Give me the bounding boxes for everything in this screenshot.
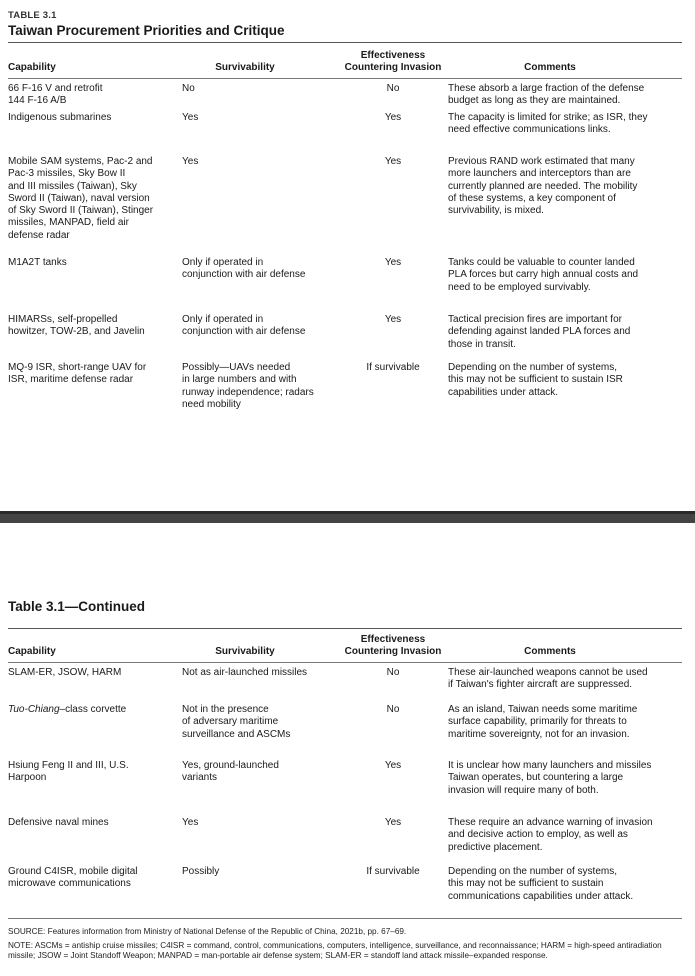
page-divider <box>0 511 695 523</box>
survivability-cell-text: Yes <box>182 817 199 828</box>
effectiveness-cell <box>338 76 448 112</box>
survivability-cell <box>182 866 338 911</box>
bottom-rule <box>8 918 682 919</box>
effectiveness-cell <box>338 660 448 704</box>
survivability-cell-text: Only if operated in conjunction with air defense <box>182 314 306 338</box>
survivability-cell-text: Yes, ground-launched variants <box>182 760 279 784</box>
abbreviation-note: NOTE: ASCMs = antiship cruise missiles; C4ISR = command, control, communications, computers, intelligence, surveillance, and reconnaissance; HARM = high-speed antiradiation missile; JSOW = Joint Standoff Weapon; MANPAD = man-portable air defense system; SLAM-ER = standoff land attack missile–expanded response. <box>8 941 662 960</box>
survivability-cell <box>182 362 338 418</box>
survivability-cell-text: Not as air-launched missiles <box>182 667 308 678</box>
effectiveness-cell <box>338 704 448 760</box>
capability-italic-text: Tuo-Chiang <box>8 704 60 715</box>
effectiveness-cell-text: Yes <box>384 257 402 268</box>
capability-cell-text: M1A2T tanks <box>8 257 67 268</box>
capability-cell <box>8 817 182 866</box>
survivability-cell <box>182 156 338 257</box>
comments-cell-text: These air-launched weapons cannot be used if Taiwan's fighter aircraft are suppressed. <box>448 667 648 691</box>
header-comments: Comments <box>524 62 576 73</box>
comments-cell-text: Depending on the number of systems, this may not be sufficient to sustain ISR capabilities under attack. <box>448 362 623 398</box>
comments-cell <box>448 866 682 911</box>
effectiveness-cell-text: No <box>386 667 400 678</box>
survivability-cell <box>182 704 338 760</box>
capability-cell-text: 66 F-16 V and retrofit 144 F-16 A/B <box>8 83 103 107</box>
survivability-cell-text: Only if operated in conjunction with air defense <box>182 257 306 281</box>
capability-cell <box>8 76 182 112</box>
table-row <box>8 866 682 911</box>
survivability-cell <box>182 817 338 866</box>
procurement-table-continued <box>8 634 682 911</box>
table-row <box>8 156 682 257</box>
capability-cell <box>8 760 182 817</box>
effectiveness-cell-text: Yes <box>384 314 402 325</box>
capability-cell-text: HIMARSs, self-propelled howitzer, TOW-2B, and Javelin <box>8 314 145 338</box>
header-effectiveness-line1: Effectiveness <box>360 50 426 61</box>
comments-cell <box>448 817 682 866</box>
effectiveness-cell-text: Yes <box>384 112 402 123</box>
comments-cell-text: Tanks could be valuable to counter landed PLA forces but carry high annual costs and need to be employed survivably. <box>448 257 639 293</box>
procurement-table <box>8 50 682 418</box>
table-row <box>8 314 682 362</box>
header-capability: Capability <box>8 62 56 73</box>
effectiveness-cell-text: If survivable <box>366 362 420 373</box>
header-rule <box>8 78 682 79</box>
effectiveness-cell-text: Yes <box>384 760 402 771</box>
survivability-cell-text: No <box>182 83 195 94</box>
effectiveness-cell <box>338 112 448 156</box>
survivability-cell <box>182 257 338 314</box>
capability-cell <box>8 704 182 760</box>
header-effectiveness-line2: Countering Invasion <box>344 62 442 73</box>
comments-cell <box>448 362 682 418</box>
effectiveness-cell <box>338 866 448 911</box>
effectiveness-cell <box>338 362 448 418</box>
header-survivability: Survivability <box>215 646 275 657</box>
header-effectiveness <box>338 50 448 76</box>
comments-cell-text: Tactical precision fires are important for defending against landed PLA forces and those in transit. <box>448 314 631 350</box>
header-survivability: Survivability <box>215 62 275 73</box>
survivability-cell <box>182 314 338 362</box>
capability-cell-text: Ground C4ISR, mobile digital microwave communications <box>8 866 138 890</box>
table-row <box>8 817 682 866</box>
header-rule-2 <box>8 662 682 663</box>
header-capability: Capability <box>8 646 56 657</box>
comments-cell-text: Depending on the number of systems, this may not be sufficient to sustain communications capabilities under attack. <box>448 866 634 902</box>
comments-cell-text: These absorb a large fraction of the defense budget as long as they are maintained. <box>448 83 645 107</box>
capability-cell-text: Mobile SAM systems, Pac-2 and Pac-3 missiles, Sky Bow II and III missiles (Taiwan), Sky Sword II (Taiwan), naval version of Sky Sword II (Taiwan), Stinger missiles, MANPAD, field air defense radar <box>8 156 154 241</box>
capability-cell-text: –class corvette <box>59 704 127 715</box>
comments-cell <box>448 257 682 314</box>
capability-cell <box>8 156 182 257</box>
survivability-cell <box>182 112 338 156</box>
comments-cell-text: Previous RAND work estimated that many more launchers and interceptors than are currently planned are needed. The mobility of these systems, a key component of survivability, is mixed. <box>448 156 638 217</box>
survivability-cell <box>182 760 338 817</box>
effectiveness-cell <box>338 760 448 817</box>
capability-cell-text: SLAM-ER, JSOW, HARM <box>8 667 122 678</box>
table-row <box>8 76 682 112</box>
comments-cell <box>448 156 682 257</box>
comments-cell <box>448 704 682 760</box>
table-row <box>8 704 682 760</box>
header-effectiveness-line1: Effectiveness <box>360 634 426 645</box>
top-rule-2 <box>8 628 682 629</box>
comments-cell <box>448 314 682 362</box>
capability-cell <box>8 866 182 911</box>
capability-cell-text: MQ-9 ISR, short-range UAV for ISR, maritime defense radar <box>8 362 147 386</box>
effectiveness-cell <box>338 314 448 362</box>
effectiveness-cell <box>338 257 448 314</box>
table-row <box>8 660 682 704</box>
capability-cell-text: Indigenous submarines <box>8 112 112 123</box>
table-label: TABLE 3.1 <box>8 10 57 21</box>
effectiveness-cell-text: No <box>386 704 400 715</box>
capability-cell <box>8 660 182 704</box>
table-row <box>8 112 682 156</box>
comments-cell <box>448 76 682 112</box>
continued-title: Table 3.1—Continued <box>8 599 146 614</box>
effectiveness-cell-text: Yes <box>384 156 402 167</box>
top-rule <box>8 42 682 43</box>
capability-cell-text: Defensive naval mines <box>8 817 109 828</box>
source-note: SOURCE: Features information from Ministry of National Defense of the Republic of China, 2021b, pp. 67–69. <box>8 927 407 936</box>
table-row <box>8 362 682 418</box>
header-effectiveness-line2: Countering Invasion <box>344 646 442 657</box>
header-effectiveness <box>338 634 448 660</box>
capability-cell <box>8 314 182 362</box>
table-row <box>8 257 682 314</box>
comments-cell <box>448 112 682 156</box>
survivability-cell <box>182 660 338 704</box>
table-row <box>8 760 682 817</box>
effectiveness-cell <box>338 817 448 866</box>
survivability-cell-text: Yes <box>182 156 199 167</box>
comments-cell-text: These require an advance warning of invasion and decisive action to employ, as well as predictive placement. <box>448 817 653 853</box>
comments-cell-text: It is unclear how many launchers and missiles Taiwan operates, but countering a large invasion will require many of both. <box>448 760 652 796</box>
survivability-cell <box>182 76 338 112</box>
effectiveness-cell-text: If survivable <box>366 866 420 877</box>
effectiveness-cell <box>338 156 448 257</box>
effectiveness-cell-text: Yes <box>384 817 402 828</box>
survivability-cell-text: Not in the presence of adversary maritime surveillance and ASCMs <box>182 704 291 740</box>
table-title: Taiwan Procurement Priorities and Critique <box>8 23 285 38</box>
capability-cell-text: Hsiung Feng II and III, U.S. Harpoon <box>8 760 129 784</box>
comments-cell-text: The capacity is limited for strike; as ISR, they need effective communications links. <box>448 112 648 136</box>
comments-cell <box>448 760 682 817</box>
survivability-cell-text: Possibly—UAVs needed in large numbers and with runway independence; radars need mobility <box>182 362 314 410</box>
capability-cell <box>8 362 182 418</box>
comments-cell-text: As an island, Taiwan needs some maritime surface capability, primarily for threats to maritime sovereignty, not for an invasion. <box>448 704 638 740</box>
survivability-cell-text: Possibly <box>182 866 220 877</box>
survivability-cell-text: Yes <box>182 112 199 123</box>
capability-cell <box>8 257 182 314</box>
header-comments: Comments <box>524 646 576 657</box>
effectiveness-cell-text: No <box>386 83 400 94</box>
comments-cell <box>448 660 682 704</box>
capability-cell <box>8 112 182 156</box>
